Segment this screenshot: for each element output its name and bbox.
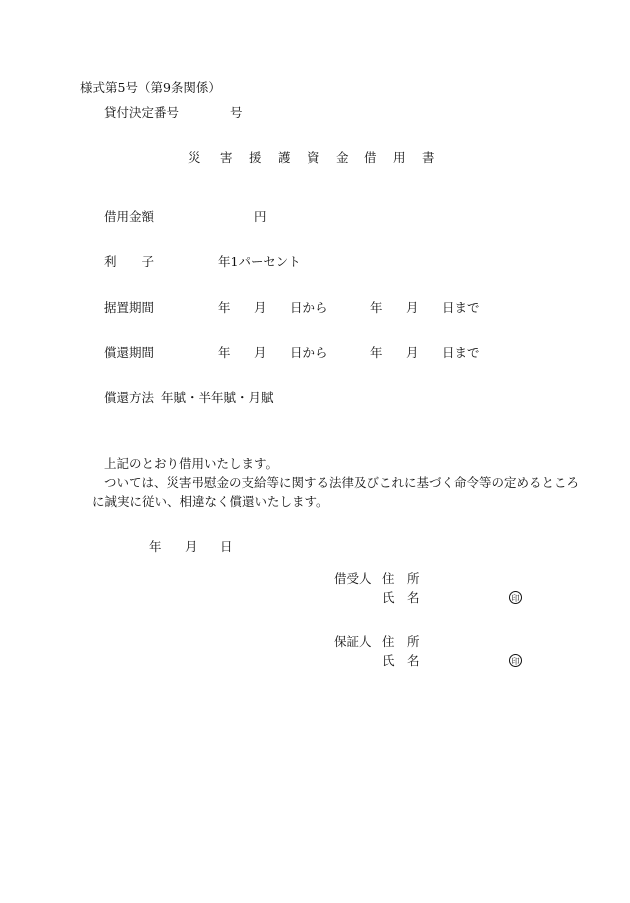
method-value: 年賦・半年賦・月賦 [161, 390, 274, 405]
decision-number-suffix: 号 [230, 105, 243, 120]
amount-label: 借用金額 [104, 209, 155, 224]
amount-unit: 円 [254, 209, 267, 224]
method-label: 償還方法 [104, 390, 155, 405]
body-line-2: ついては、災害弔慰金の支給等に関する法律及びこれに基づく命令等の定めるところ [104, 475, 580, 490]
body-line-1: 上記のとおり借用いたします。 [104, 456, 279, 471]
decision-number-label: 貸付決定番号 [104, 105, 180, 120]
guarantor-seal-icon: 印 [509, 654, 522, 667]
form-number: 様式第5号（第9条関係） [80, 80, 221, 95]
body-line-3: に誠実に従い、相違なく償還いたします。 [92, 494, 329, 509]
interest-value: 年1パーセント [218, 254, 301, 269]
interest-label: 利 子 [104, 254, 155, 269]
borrower-seal-icon: 印 [509, 591, 522, 604]
